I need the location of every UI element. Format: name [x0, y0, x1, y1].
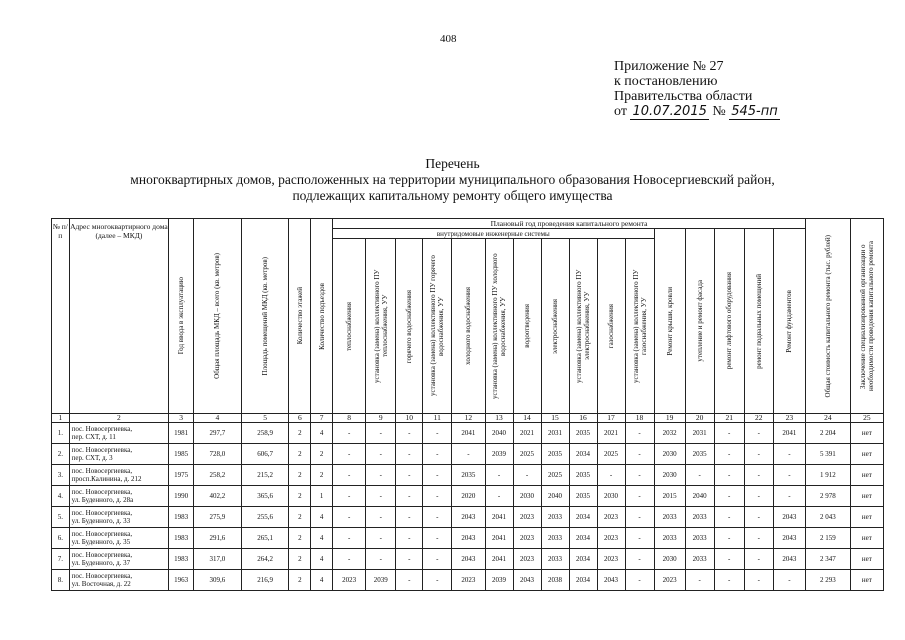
table-cell: - [396, 465, 423, 486]
table-row [52, 549, 884, 570]
column-number: 9 [366, 414, 396, 423]
table-cell: 297,7 [194, 423, 242, 444]
column-number: 16 [569, 414, 597, 423]
table-cell: 1983 [169, 528, 194, 549]
table-cell: 2023 [513, 549, 541, 570]
date-prefix: от [614, 104, 627, 119]
table-cell: нет [850, 444, 883, 465]
table-cell: 2034 [569, 507, 597, 528]
address-line-1: пос. Новосергиевка, [71, 446, 133, 454]
table-cell: - [625, 549, 654, 570]
column-number: 24 [806, 414, 851, 423]
address-line-2: пер. СХТ, д. 3 [71, 454, 113, 462]
header-engineering-systems: внутридомовые инженерные системы [333, 229, 654, 239]
column-number: 4 [194, 414, 242, 423]
column-number: 15 [541, 414, 569, 423]
table-cell: - [396, 528, 423, 549]
table-cell: - [423, 570, 452, 591]
header-cold-water: холодного водоснабжения [452, 239, 485, 414]
header-total-cost: Общая стоимость капитального ремонта (тыс. рублей) [806, 219, 851, 414]
table-cell: 2041 [485, 549, 513, 570]
table-cell: 2033 [541, 549, 569, 570]
table-cell: 2023 [513, 507, 541, 528]
table-cell: - [423, 465, 452, 486]
table-cell: 1 912 [806, 465, 851, 486]
table-cell: - [714, 507, 744, 528]
address-line-2: ул. Буденного, д. 33 [71, 517, 131, 525]
column-number: 8 [333, 414, 366, 423]
document-title [0, 156, 905, 204]
table-cell: 5 391 [806, 444, 851, 465]
table-cell: 4 [311, 423, 333, 444]
table-cell: 2039 [485, 444, 513, 465]
table-cell: 2025 [513, 444, 541, 465]
table-cell: - [513, 465, 541, 486]
table-cell: - [423, 423, 452, 444]
table-cell: 2025 [541, 465, 569, 486]
column-number: 19 [654, 414, 685, 423]
table-cell: - [333, 465, 366, 486]
header-year-built: Год ввода в эксплуатацию [169, 219, 194, 414]
address-cell [69, 549, 169, 570]
column-number: 20 [685, 414, 714, 423]
address-cell [69, 465, 169, 486]
title-line-2: многоквартирных домов, расположенных на территории муниципального образования Новосергиевский район, [130, 172, 775, 187]
table-cell: 2035 [541, 444, 569, 465]
table-cell: 1981 [169, 423, 194, 444]
table-cell: 1 [311, 486, 333, 507]
address-line-1: пос. Новосергиевка, [71, 530, 133, 538]
table-cell: 2 [289, 570, 311, 591]
table-cell: 2043 [597, 570, 625, 591]
header-elevator-equipment: ремонт лифтового оборудования [714, 229, 744, 414]
header-address: Адрес многоквартирного дома (далее – МКД) [69, 219, 169, 414]
address-line-1: пос. Новосергиевка, [71, 467, 133, 475]
table-cell: 2025 [597, 444, 625, 465]
table-cell: нет [850, 549, 883, 570]
table-body [52, 414, 884, 591]
table-cell: - [366, 549, 396, 570]
table-cell: 2020 [452, 486, 485, 507]
table-cell: 215,2 [241, 465, 289, 486]
table-cell: 2031 [685, 423, 714, 444]
table-cell: 258,9 [241, 423, 289, 444]
table-cell: 402,2 [194, 486, 242, 507]
table-cell: 2043 [773, 528, 805, 549]
table-cell: - [485, 486, 513, 507]
table-cell: - [625, 528, 654, 549]
table-cell: 2 [289, 465, 311, 486]
header-foundation: Ремонт фундаментов [773, 229, 805, 414]
address-line-1: пос. Новосергиевка, [71, 509, 133, 517]
table-cell: нет [850, 465, 883, 486]
table-row [52, 444, 884, 465]
table-cell: 2035 [452, 465, 485, 486]
table-cell: 309,6 [194, 570, 242, 591]
table-cell: - [625, 486, 654, 507]
table-cell: - [366, 528, 396, 549]
appendix-block [614, 59, 780, 120]
table-cell: 216,9 [241, 570, 289, 591]
table-cell: - [423, 486, 452, 507]
header-gas: газоснабжения [597, 239, 625, 414]
table-cell: 2021 [597, 423, 625, 444]
table-cell: 2033 [654, 528, 685, 549]
address-line-1: пос. Новосергиевка, [71, 488, 133, 496]
table-cell: 2034 [569, 570, 597, 591]
table-cell: - [625, 465, 654, 486]
table-row [52, 507, 884, 528]
table-cell: нет [850, 486, 883, 507]
table-cell: 2030 [654, 465, 685, 486]
table-cell: 2030 [597, 486, 625, 507]
table-cell: 2033 [541, 528, 569, 549]
column-number: 5 [241, 414, 289, 423]
table-cell: 2033 [685, 528, 714, 549]
table-cell: 275,9 [194, 507, 242, 528]
table-cell: 2023 [597, 549, 625, 570]
row-number: 8. [52, 570, 70, 591]
address-line-2: просп.Калинина, д. 212 [71, 475, 142, 483]
appendix-date-line [614, 104, 780, 120]
table-cell: 258,2 [194, 465, 242, 486]
table-cell: 2033 [541, 507, 569, 528]
table-cell: - [333, 423, 366, 444]
table-cell: 2041 [485, 507, 513, 528]
address-cell [69, 507, 169, 528]
houses-table [51, 218, 884, 591]
table-cell: 2030 [513, 486, 541, 507]
table-cell: - [744, 444, 773, 465]
table-cell: - [773, 444, 805, 465]
column-number: 25 [850, 414, 883, 423]
table-cell: - [423, 549, 452, 570]
address-line-2: ул. Буденного, д. 37 [71, 559, 131, 567]
table-cell: 2 978 [806, 486, 851, 507]
column-number: 18 [625, 414, 654, 423]
table-cell: - [333, 528, 366, 549]
table-cell: 2031 [541, 423, 569, 444]
header-electricity: электроснабжения [541, 239, 569, 414]
table-cell: 2 [311, 465, 333, 486]
table-cell: 2 293 [806, 570, 851, 591]
table-cell: - [625, 444, 654, 465]
column-number: 13 [485, 414, 513, 423]
address-cell [69, 423, 169, 444]
table-cell: 2035 [569, 423, 597, 444]
address-line-2: пер. СХТ, д. 11 [71, 433, 116, 441]
header-roof: Ремонт крыши, кровли [654, 229, 685, 414]
table-cell: - [714, 486, 744, 507]
table-cell: - [744, 486, 773, 507]
table-cell: 2035 [569, 486, 597, 507]
table-cell: 2 [289, 507, 311, 528]
table-cell: - [485, 465, 513, 486]
column-number: 1 [52, 414, 70, 423]
table-row [52, 486, 884, 507]
header-conclusion: Заключение специализированной организации о необходимости проведения капитального ремонта [850, 219, 883, 414]
table-cell: - [714, 528, 744, 549]
table-cell: нет [850, 528, 883, 549]
address-line-2: ул. Буденного, д. 35 [71, 538, 131, 546]
table-cell: - [685, 465, 714, 486]
table-cell: - [423, 528, 452, 549]
table-cell: 2040 [541, 486, 569, 507]
table-cell: 2040 [685, 486, 714, 507]
table-cell: 2043 [513, 570, 541, 591]
table-cell: 2033 [685, 507, 714, 528]
table-cell: - [773, 486, 805, 507]
table-cell: 2043 [773, 507, 805, 528]
table-cell: 2034 [569, 444, 597, 465]
table-cell: 4 [311, 507, 333, 528]
table-cell: 2043 [773, 549, 805, 570]
table-cell: - [714, 465, 744, 486]
table-cell: 2 159 [806, 528, 851, 549]
row-number: 6. [52, 528, 70, 549]
table-cell: 1990 [169, 486, 194, 507]
table-cell: 2041 [485, 528, 513, 549]
page-number: 408 [440, 33, 457, 45]
table-cell: 2040 [485, 423, 513, 444]
address-cell [69, 486, 169, 507]
table-cell: 2039 [366, 570, 396, 591]
table-cell: - [452, 444, 485, 465]
header-hot-water: горячего водоснабжения [396, 239, 423, 414]
table-cell: - [366, 507, 396, 528]
table-cell: 2041 [773, 423, 805, 444]
header-heating: теплоснабжения [333, 239, 366, 414]
column-numbers-row [52, 414, 884, 423]
appendix-resolution: к постановлению [614, 74, 718, 89]
row-number: 2. [52, 444, 70, 465]
table-cell: 2033 [685, 549, 714, 570]
header-basement: ремонт подвальных помещений [744, 229, 773, 414]
table-cell: нет [850, 423, 883, 444]
table-cell: 2034 [569, 528, 597, 549]
table-cell: 264,2 [241, 549, 289, 570]
table-cell: - [714, 444, 744, 465]
address-line-2: ул. Буденного, д. 28а [71, 496, 134, 504]
header-gas-meter: установка (замена) коллективного ПУ газоснабжения, УУ [625, 239, 654, 414]
column-number: 17 [597, 414, 625, 423]
table-cell: - [333, 507, 366, 528]
column-number: 7 [311, 414, 333, 423]
address-cell [69, 528, 169, 549]
table-row [52, 570, 884, 591]
table-cell: 2 [289, 423, 311, 444]
table-cell: - [685, 570, 714, 591]
table-row [52, 423, 884, 444]
table-cell: 2015 [654, 486, 685, 507]
table-cell: - [396, 486, 423, 507]
appendix-title: Приложение № 27 [614, 59, 724, 74]
table-cell: 2043 [452, 528, 485, 549]
table-row [52, 528, 884, 549]
table-cell: - [597, 465, 625, 486]
table-cell: - [773, 570, 805, 591]
table-cell: 1963 [169, 570, 194, 591]
table-cell: 2 [289, 528, 311, 549]
table-cell: - [396, 570, 423, 591]
header-floors: Количество этажей [289, 219, 311, 414]
table-cell: - [714, 549, 744, 570]
table-cell: 2 [289, 444, 311, 465]
header-entrances: Количество подъездов [311, 219, 333, 414]
table-cell: 1983 [169, 507, 194, 528]
title-line-3: подлежащих капитальному ремонту общего имущества [292, 188, 613, 203]
row-number: 7. [52, 549, 70, 570]
column-number: 2 [69, 414, 169, 423]
table-cell: 2041 [452, 423, 485, 444]
table-cell: 2021 [513, 423, 541, 444]
table-cell: - [333, 444, 366, 465]
table-cell: - [744, 423, 773, 444]
number-prefix: № [712, 104, 726, 119]
table-cell: 265,1 [241, 528, 289, 549]
table-cell: 2032 [654, 423, 685, 444]
table-cell: 2038 [541, 570, 569, 591]
table-cell: - [714, 570, 744, 591]
address-line-2: ул. Восточная, д. 22 [71, 580, 131, 588]
table-cell: - [423, 444, 452, 465]
address-line-1: пос. Новосергиевка, [71, 551, 133, 559]
table-cell: 2030 [654, 549, 685, 570]
table-cell: нет [850, 507, 883, 528]
header-hot-water-meter: установка (замена) коллективного ПУ горячего водоснабжения, УУ [423, 239, 452, 414]
header-sewerage: водоотведения [513, 239, 541, 414]
table-cell: - [625, 507, 654, 528]
table-cell: - [773, 465, 805, 486]
column-number: 23 [773, 414, 805, 423]
table-cell: 2023 [597, 507, 625, 528]
column-number: 3 [169, 414, 194, 423]
table-cell: - [625, 423, 654, 444]
handwritten-number: 545-пп [731, 104, 778, 119]
table-cell: 2023 [513, 528, 541, 549]
table-cell: - [366, 465, 396, 486]
header-heating-meter: установка (замена) коллективного ПУ теплоснабжения, УУ [366, 239, 396, 414]
table-cell: нет [850, 570, 883, 591]
table-cell: 2 [289, 549, 311, 570]
table-cell: 255,6 [241, 507, 289, 528]
address-cell [69, 444, 169, 465]
table-cell: - [744, 507, 773, 528]
table-cell: 1975 [169, 465, 194, 486]
table-cell: - [333, 549, 366, 570]
table-cell: 2 [289, 486, 311, 507]
table-cell: - [744, 465, 773, 486]
table-cell: - [423, 507, 452, 528]
table-cell: 365,6 [241, 486, 289, 507]
table-cell: 2035 [569, 465, 597, 486]
table-cell: 2039 [485, 570, 513, 591]
address-line-1: пос. Новосергиевка, [71, 572, 133, 580]
handwritten-date: 10.07.2015 [632, 104, 707, 119]
table-cell: 2 [311, 444, 333, 465]
header-num: № п/п [52, 219, 70, 414]
column-number: 14 [513, 414, 541, 423]
table-cell: 2023 [597, 528, 625, 549]
table-cell: - [366, 423, 396, 444]
column-number: 10 [396, 414, 423, 423]
column-number: 11 [423, 414, 452, 423]
row-number: 4. [52, 486, 70, 507]
table-cell: - [396, 444, 423, 465]
table-cell: 606,7 [241, 444, 289, 465]
table-cell: 2035 [685, 444, 714, 465]
table-cell: 2 347 [806, 549, 851, 570]
table-cell: - [744, 570, 773, 591]
column-number: 12 [452, 414, 485, 423]
row-number: 3. [52, 465, 70, 486]
appendix-government: Правительства области [614, 89, 753, 104]
table-cell: - [396, 549, 423, 570]
table-cell: - [366, 486, 396, 507]
table-cell: 2034 [569, 549, 597, 570]
header-cold-water-meter: установка (замена) коллективного ПУ холодного водоснабжения, УУ [485, 239, 513, 414]
table-cell: 2043 [452, 549, 485, 570]
header-total-area: Общая площадь МКД – всего (кв. метров) [194, 219, 242, 414]
table-cell: - [396, 507, 423, 528]
table-cell: 2023 [654, 570, 685, 591]
table-cell: - [744, 528, 773, 549]
table-cell: 2 204 [806, 423, 851, 444]
table-cell: 1983 [169, 549, 194, 570]
table-cell: 2023 [452, 570, 485, 591]
row-number: 1. [52, 423, 70, 444]
header-planned-year-group: Плановый год проведения капитального ремонта [333, 219, 806, 229]
header-electricity-meter: установка (замена) коллективного ПУ электроснабжения, УУ [569, 239, 597, 414]
header-facade: утепление и ремонт фасада [685, 229, 714, 414]
table-cell: - [333, 486, 366, 507]
table-cell: 728,0 [194, 444, 242, 465]
address-line-1: пос. Новосергиевка, [71, 425, 133, 433]
table-cell: 4 [311, 570, 333, 591]
table-cell: 1985 [169, 444, 194, 465]
column-number: 6 [289, 414, 311, 423]
table-cell: 291,6 [194, 528, 242, 549]
address-cell [69, 570, 169, 591]
table-row [52, 465, 884, 486]
column-number: 22 [744, 414, 773, 423]
table-cell: 2043 [452, 507, 485, 528]
table-cell: 2030 [654, 444, 685, 465]
header-premises-area: Площадь помещений МКД (кв. метров) [241, 219, 289, 414]
title-line-1: Перечень [425, 156, 480, 171]
table-cell: 2023 [333, 570, 366, 591]
column-number: 21 [714, 414, 744, 423]
table-cell: 2033 [654, 507, 685, 528]
table-cell: 4 [311, 549, 333, 570]
table-cell: 317,0 [194, 549, 242, 570]
table-cell: - [744, 549, 773, 570]
table-cell: - [396, 423, 423, 444]
table-cell: 4 [311, 528, 333, 549]
table-cell: - [366, 444, 396, 465]
table-cell: 2 043 [806, 507, 851, 528]
table-cell: - [714, 423, 744, 444]
table-cell: - [625, 570, 654, 591]
row-number: 5. [52, 507, 70, 528]
